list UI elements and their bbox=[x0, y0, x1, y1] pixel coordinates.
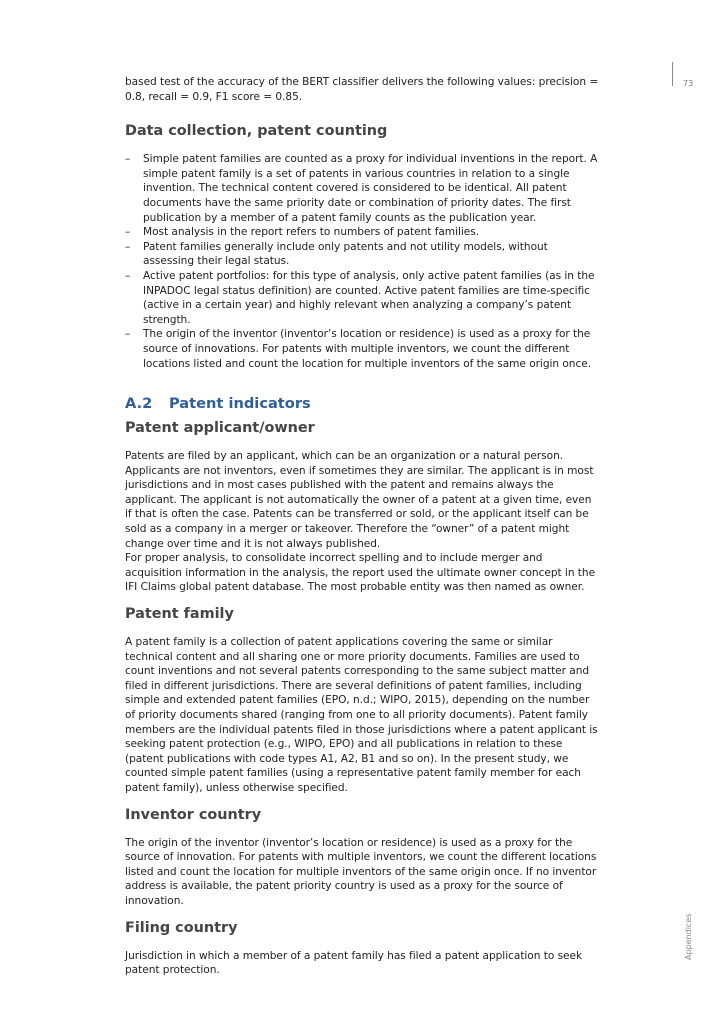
dash-marker: – bbox=[125, 153, 131, 166]
page-content bbox=[125, 75, 599, 988]
page-number-rule bbox=[672, 62, 673, 86]
dash-marker: – bbox=[125, 240, 131, 253]
list-item-text: Most analysis in the report refers to numbers of patent families. bbox=[143, 226, 480, 239]
list-item bbox=[125, 225, 599, 240]
dash-marker: – bbox=[125, 226, 131, 239]
intro-paragraph: based test of the accuracy of the BERT classifier delivers the following values: precision = 0.8, recall = 0.9, F1 score = 0.85. bbox=[125, 76, 599, 103]
family-heading: Patent family bbox=[125, 606, 234, 623]
dash-marker: – bbox=[125, 269, 131, 282]
list-item-text: Simple patent families are counted as a proxy for individual inventions in the report. A simple patent family is a set of patents in various countries in relation to a single invention. The technical content covered is considered to be identical. All patent documents have the same priority date or combination of priority dates. The first publication by a member of a patent family counts as the publication year. bbox=[143, 153, 598, 224]
list-item-text: The origin of the inventor (inventor’s location or residence) is used as a proxy for the source of innovations. For patents with multiple inventors, we count the different locations listed and count the location for multiple inventors of the same origin once. bbox=[143, 328, 592, 370]
dash-marker: – bbox=[125, 328, 131, 341]
applicant-paragraph: For proper analysis, to consolidate incorrect spelling and to include merger and acquisition information in the analysis, the report used the ultimate owner concept in the IFI Claims global patent database. The most probable entity was then named as owner. bbox=[125, 552, 596, 594]
filing-country-paragraph: Jurisdiction in which a member of a patent family has filed a patent application to seek patent protection. bbox=[125, 949, 583, 977]
list-item bbox=[125, 152, 599, 225]
filing-country-heading: Filing country bbox=[125, 919, 238, 936]
list-item bbox=[125, 269, 599, 327]
family-block bbox=[125, 635, 599, 796]
applicant-block bbox=[125, 449, 599, 595]
inventor-country-paragraph: The origin of the inventor (inventor’s location or residence) is used as a proxy for the source of innovation. For patents with multiple inventors, we count the different locations listed and count the location for multiple inventors of the same origin once. If no inventor address is available, the patent priority country is used as a proxy for the source of innovation. bbox=[125, 836, 597, 907]
inventor-country-block bbox=[125, 836, 599, 909]
section-heading-a2 bbox=[125, 395, 599, 413]
filing-country-block bbox=[125, 949, 599, 978]
applicant-paragraph: Patents are filed by an applicant, which can be an organization or a natural person. Applicants are not inventors, even if sometimes they are similar. The applicant is in most jurisdictions and in most cases published with the patent and remains always the applicant. The applicant is not automatically the owner of a patent at a given time, even if that is often the case. Patents can be transferred or sold, or the applicant itself can be sold as a company in a merger or takeover. Therefore the “owner” of a patent might change over time and it is not always published. bbox=[125, 450, 594, 550]
list-item-text: Active patent portfolios: for this type of analysis, only active patent families (as in the INPADOC legal status definition) are counted. Active patent families are time-specific (active in a certain year) and highly relevant when analyzing a company’s patent strength. bbox=[143, 269, 595, 326]
section-title: Patent indicators bbox=[169, 395, 311, 413]
page-number: 73 bbox=[683, 79, 694, 88]
section-number: A.2 bbox=[125, 395, 153, 413]
data-collection-heading: Data collection, patent counting bbox=[125, 123, 388, 140]
list-item bbox=[125, 327, 599, 371]
family-paragraph: A patent family is a collection of patent applications covering the same or similar technical content and all sharing one or more priority documents. Families are used to count inventions and not several patents corresponding to the same subject matter and filed in different jurisdictions. There are several definitions of patent families, including simple and extended patent families (EPO, n.d.; WIPO, 2015), depending on the number of priority documents shared (ranging from one to all priority documents). Patent family members are the individual patents filed in those jurisdictions where a patent applicant is seeking patent protection (e.g., WIPO, EPO) and all publications in relation to these (patent publications with code types A1, A2, B1 and so on). In the present study, we counted simple patent families (using a representative patent family member for each patent family), unless otherwise specified. bbox=[125, 636, 598, 794]
section-side-label: Appendices bbox=[684, 913, 693, 960]
list-item bbox=[125, 240, 599, 269]
list-item-text: Patent families generally include only patents and not utility models, without assessing their legal status. bbox=[143, 240, 548, 268]
data-collection-list bbox=[125, 152, 599, 371]
applicant-heading: Patent applicant/owner bbox=[125, 420, 315, 437]
inventor-country-heading: Inventor country bbox=[125, 806, 262, 823]
